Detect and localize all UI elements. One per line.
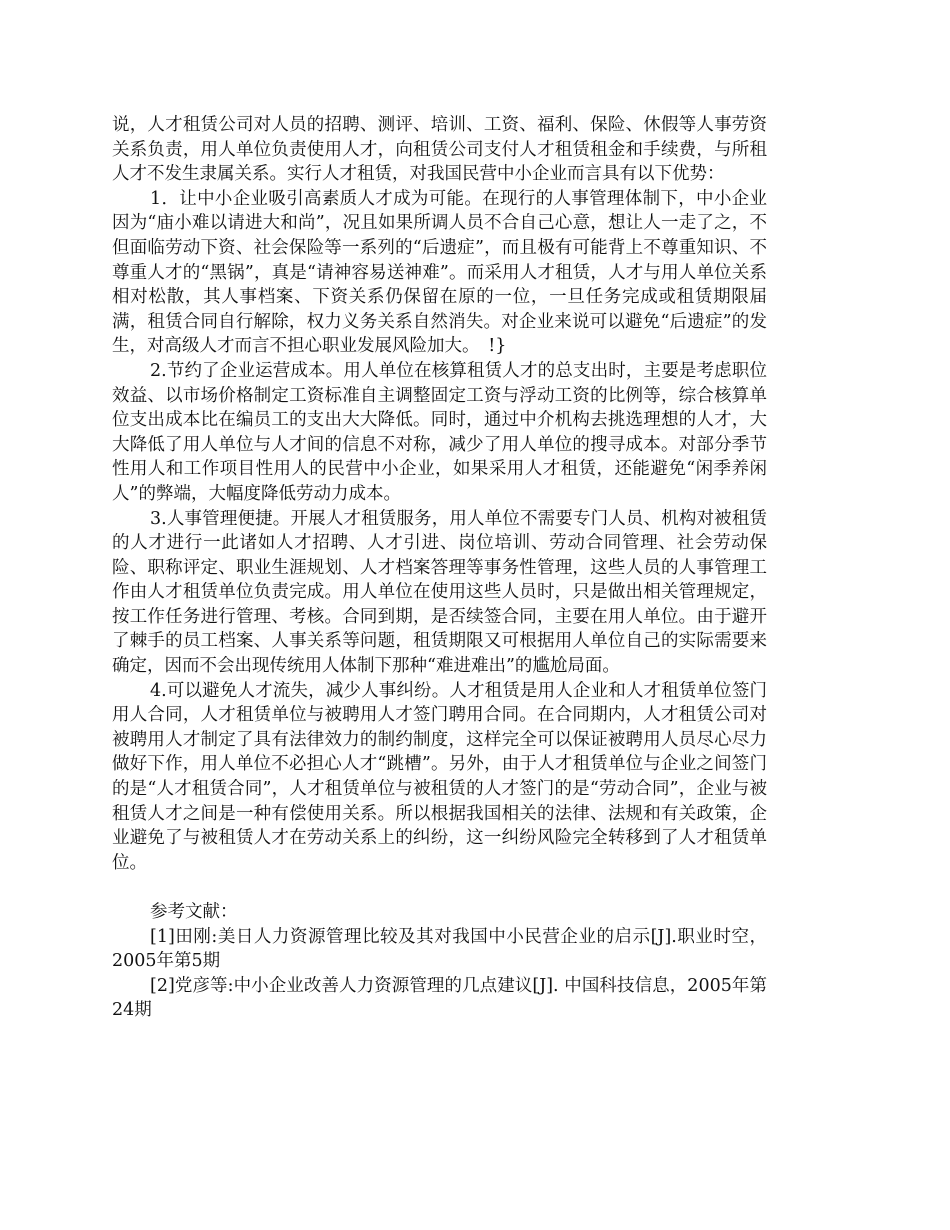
intro-paragraph: 说，人才租赁公司对人员的招聘、测评、培训、工资、福利、保险、休假等人事劳资关系负责，用人单位负责使用人才，向租赁公司支付人才租赁租金和手续费，与所租人才不发生隶属关系。实行人才租赁，对我国民营中小企业而言具有以下优势： — [112, 115, 767, 185]
reference-item-2: [2]党彦等:中小企业改善人力资源管理的几点建议[J]. 中国科技信息，2005年第24期 — [112, 975, 767, 1021]
advantage-paragraph-2: 2.节约了企业运营成本。用人单位在核算租赁人才的总支出时，主要是考虑职位效益、以市场价格制定工资标准自主调整固定工资与浮动工资的比例等，综合核算单位支出成本比在编员工的支出大大降低。同时，通过中介机构去挑选理想的人才，大大降低了用人单位与人才间的信息不对称，减少了用人单位的搜寻成本。对部分季节性用人和工作项目性用人的民营中小企业，如果采用人才租赁，还能避免“闲季养闲人”的弊端，大幅度降低劳动力成本。 — [112, 360, 767, 504]
advantage-paragraph-1: 1．让中小企业吸引高素质人才成为可能。在现行的人事管理体制下，中小企业因为“庙小难以请进大和尚”，况且如果所调人员不合自己心意，想让人一走了之，不但面临劳动下资、社会保险等一系列的“后遗症”，而且极有可能背上不尊重知识、不尊重人才的“黑锅”，真是“请神容易送神难”。而采用人才租赁，人才与用人单位关系相对松散，其人事档案、下资关系仍保留在原的一位，一旦任务完成或租赁期限届满，租赁合同自行解除，权力义务关系自然消失。对企业来说可以避免“后遗症”的发生，对高级人才而言不担心职业发展风险加大。 !} — [112, 188, 767, 357]
references-heading: 参考文献： — [150, 902, 238, 922]
advantage-paragraph-3: 3.人事管理便捷。开展人才租赁服务，用人单位不需要专门人员、机构对被租赁的人才进行一此诸如人才招聘、人才引进、岗位培训、劳动合同管理、社会劳动保险、职称评定、职业生涯规划、人才档案答理等事务性管理，这些人员的人事管理工作由人才租赁单位负责完成。用人单位在使用这些人员时，只是做出相关管理规定，按工作任务进行管理、考核。合同到期，是否续签合同，主要在用人单位。由于避开了棘手的员工档案、人事关系等问题，租赁期限又可根据用人单位自己的实际需要来确定，因而不会出现传统用人体制下那种“难进难出”的尴尬局面。 — [112, 508, 767, 677]
reference-item-1: [1]田刚:美日人力资源管理比较及其对我国中小民营企业的启示[J].职业时空，2005年第5期 — [112, 926, 767, 972]
document-body — [112, 113, 767, 1023]
advantage-paragraph-4: 4.可以避免人才流失，减少人事纠纷。人才租赁是用人企业和人才租赁单位签门用人合同，人才租赁单位与被聘用人才签门聘用合同。在合同期内，人才租赁公司对被聘用人才制定了具有法律效力的制约制度，这样完全可以保证被聘用人员尽心尽力做好下作，用人单位不必担心人才“跳槽”。另外，由于人才租赁单位与企业之间签门的是“人才租赁合同”，人才租赁单位与被租赁的人才签门的是“劳动合同”，企业与被租赁人才之间是一种有偿使用关系。所以根据我国相关的法律、法规和有关政策，企业避免了与被租赁人才在劳动关系上的纠纷，这一纠纷风险完全转移到了人才租赁单位。 — [112, 680, 767, 873]
section-gap — [112, 875, 767, 900]
